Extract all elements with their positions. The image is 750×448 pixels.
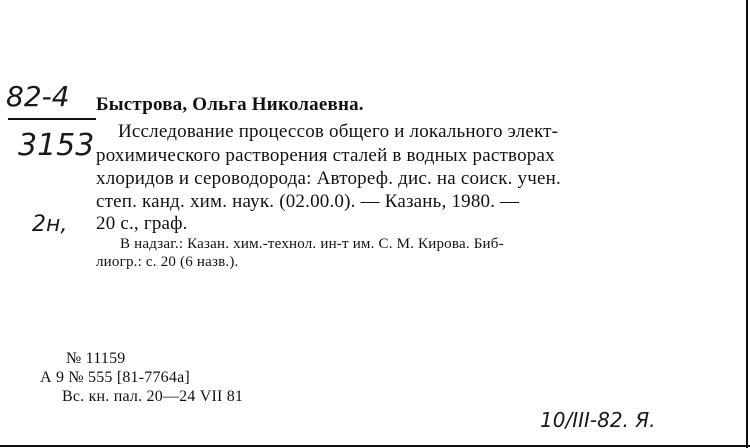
chamber-info: Вс. кн. пал. 20—24 VII 81 <box>62 388 244 405</box>
handwritten-date: 10/III-82. Я. <box>540 408 656 432</box>
title-line: Исследование процессов общего и локального элект- <box>118 121 559 142</box>
title-line: 20 с., граф. <box>96 213 188 234</box>
shelfmark-underline <box>8 118 96 120</box>
handwritten-mark: 2н, <box>32 212 68 237</box>
title-line: хлоридов и сероводорода: Автореф. дис. на соиск. учен. <box>96 168 561 189</box>
note-line: лиогр.: с. 20 (6 назв.). <box>96 254 239 270</box>
note-line: В надзаг.: Казан. хим.-технол. ин-т им. С. М. Кирова. Биб- <box>120 236 504 252</box>
title-line: рохимического растворения сталей в водных растворах <box>96 145 555 166</box>
card-border-right <box>746 0 748 448</box>
shelfmark-code-bottom: 3153 <box>18 128 95 163</box>
shelfmark-code-top: 82-4 <box>6 80 70 113</box>
author-heading: Быстрова, Ольга Николаевна. <box>96 94 364 115</box>
title-line: степ. канд. хим. наук. (02.00.0). — Казань, 1980. — <box>96 191 520 212</box>
registration-number: А 9 № 555 [81-7764а] <box>40 369 190 386</box>
card-border-bottom <box>0 445 750 447</box>
record-number: № 11159 <box>66 350 126 367</box>
